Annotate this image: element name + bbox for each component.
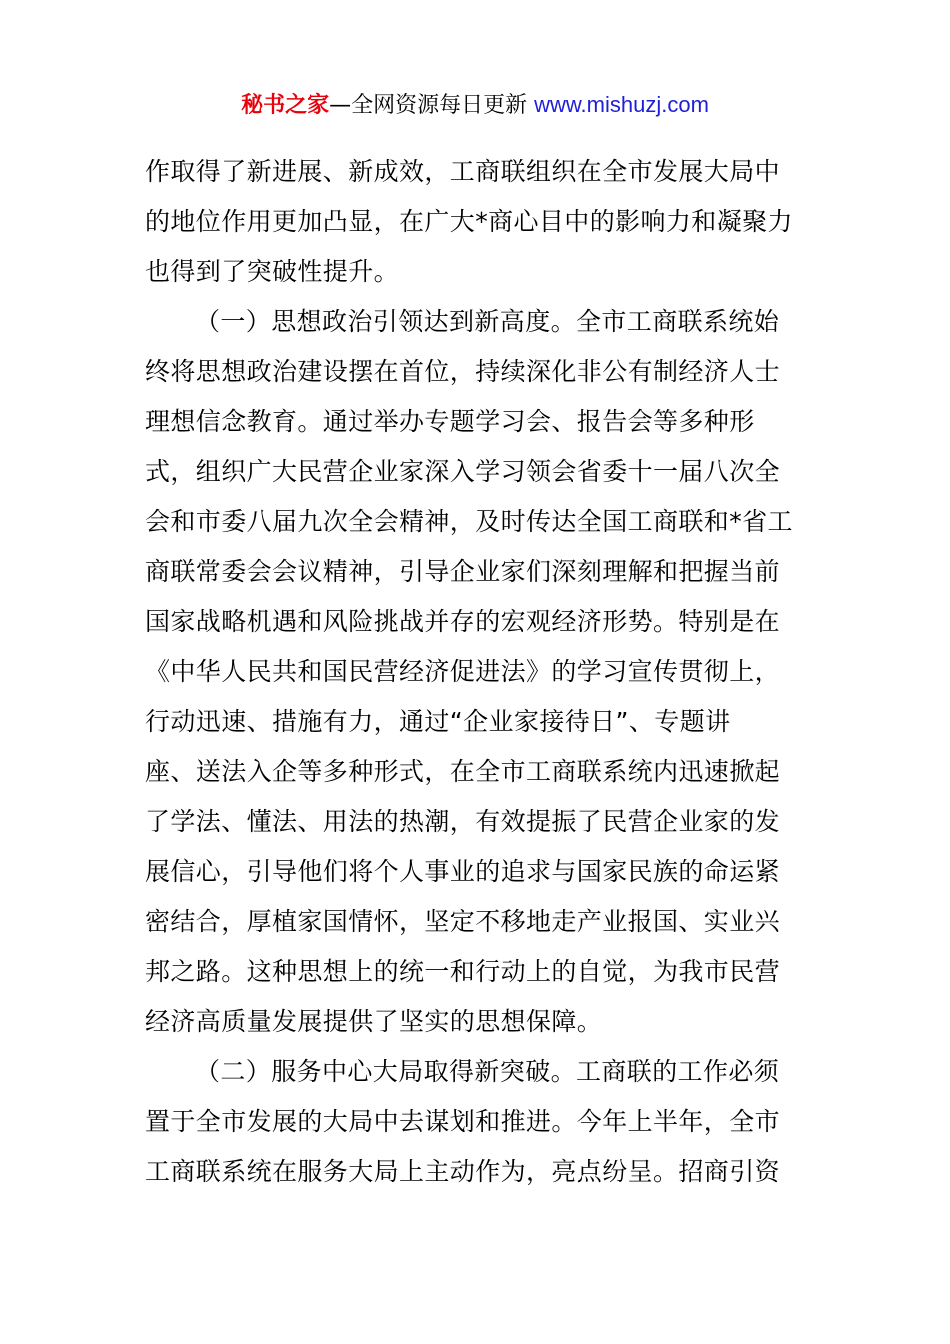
- text-line: 的地位作用更加凸显，在广大*商心目中的影响力和凝聚力: [145, 207, 793, 236]
- text-line: 密结合，厚植家国情怀，坚定不移地走产业报国、实业兴: [145, 907, 781, 936]
- brand-name: 秘书之家: [241, 93, 330, 118]
- text-line: 展信心，引导他们将个人事业的追求与国家民族的命运紧: [145, 857, 781, 886]
- page-header: [0, 88, 950, 123]
- document-body: [145, 147, 815, 1197]
- text-line: 邦之路。这种思想上的统一和行动上的自觉，为我市民营: [145, 957, 781, 986]
- text-line: 理想信念教育。通过举办专题学习会、报告会等多种形: [145, 407, 755, 436]
- text-line: 国家战略机遇和风险挑战并存的宏观经济形势。特别是在: [145, 607, 781, 636]
- text-line: 座、送法入企等多种形式，在全市工商联系统内迅速掀起: [145, 757, 781, 786]
- header-tagline: —全网资源每日更新: [329, 93, 535, 118]
- text-line: 终将思想政治建设摆在首位，持续深化非公有制经济人士: [145, 357, 781, 386]
- text-line: 行动迅速、措施有力，通过“企业家接待日”、专题讲: [145, 707, 731, 736]
- text-line: 经济高质量发展提供了坚实的思想保障。: [145, 1007, 603, 1036]
- text-line: 置于全市发展的大局中去谋划和推进。今年上半年，全市: [145, 1107, 781, 1136]
- text-line: 作取得了新进展、新成效，工商联组织在全市发展大局中: [145, 157, 781, 186]
- text-line: 《中华人民共和国民营经济促进法》的学习宣传贯彻上，: [145, 657, 781, 686]
- text-line: 了学法、懂法、用法的热潮，有效提振了民营企业家的发: [145, 807, 781, 836]
- text-line: 式，组织广大民营企业家深入学习领会省委十一届八次全: [145, 457, 781, 486]
- paragraph-start-line: （一）思想政治引领达到新高度。全市工商联系统始: [195, 307, 780, 336]
- text-line: 商联常委会会议精神，引导企业家们深刻理解和把握当前: [145, 557, 781, 586]
- text-line: 会和市委八届九次全会精神，及时传达全国工商联和*省工: [145, 507, 793, 536]
- text-line: 工商联系统在服务大局上主动作为，亮点纷呈。招商引资: [145, 1157, 781, 1186]
- paragraph-start-line: （二）服务中心大局取得新突破。工商联的工作必须: [195, 1057, 780, 1086]
- text-line: 也得到了突破性提升。: [145, 257, 400, 286]
- header-url[interactable]: www.mishuzj.com: [534, 92, 709, 117]
